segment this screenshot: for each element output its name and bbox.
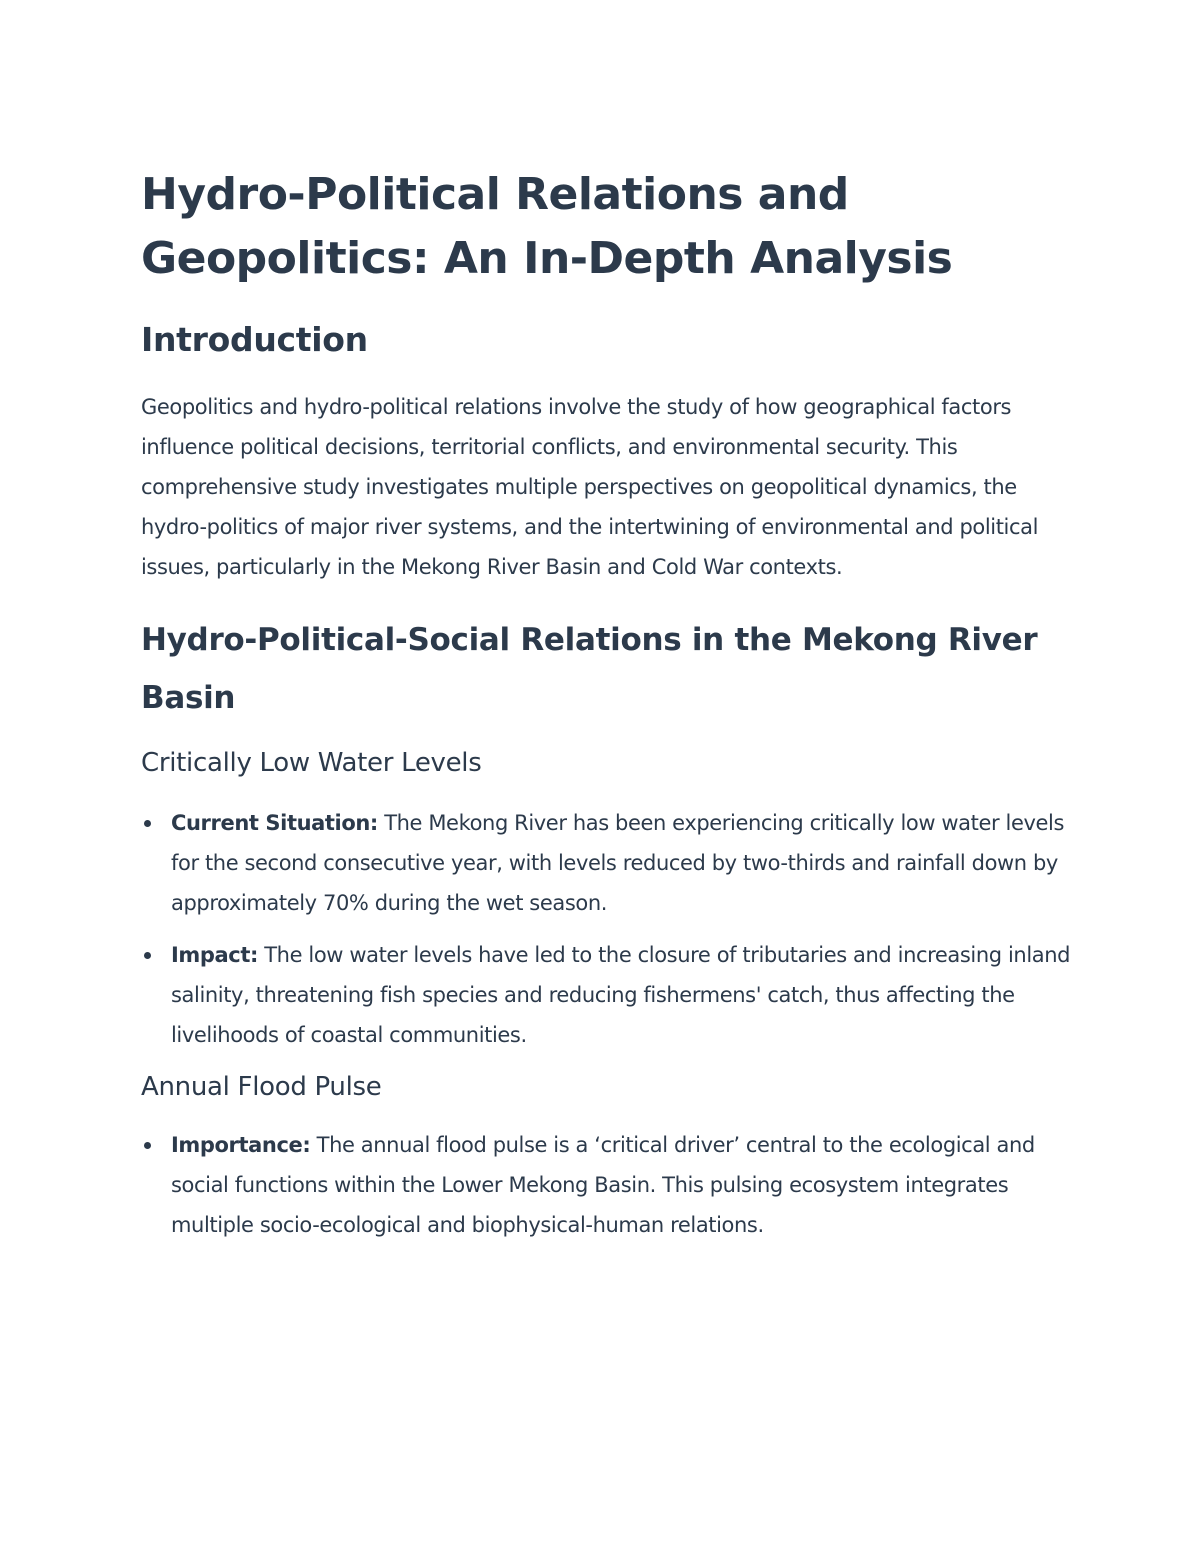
bullet-list-flood-pulse [141, 1125, 1076, 1245]
list-item-text: The Mekong River has been experiencing critically low water levels for the second consecutive year, with levels reduced by two-thirds and rainfall down by approximately 70% during the wet season. [171, 811, 1064, 915]
list-item-label: Impact: [171, 943, 258, 967]
document-title: Hydro-Political Relations and Geopolitics: An In-Depth Analysis [141, 169, 953, 284]
subsection-heading-flood-pulse: Annual Flood Pulse [141, 1072, 382, 1102]
bullet-icon [144, 1142, 151, 1149]
list-item [141, 803, 1076, 923]
document-page [141, 163, 1076, 1257]
list-item-text: The annual flood pulse is a ‘critical driver’ central to the ecological and social functions within the Lower Mekong Basin. This pulsing ecosystem integrates multiple socio-ecological and biophysical-human relations. [171, 1133, 1035, 1237]
list-item-label: Importance: [171, 1133, 311, 1157]
bullet-icon [144, 952, 151, 959]
introduction-heading: Introduction [141, 320, 368, 359]
list-item [141, 935, 1076, 1055]
subsection-heading-low-water: Critically Low Water Levels [141, 748, 482, 778]
bullet-list-low-water [141, 803, 1076, 1055]
introduction-paragraph: Geopolitics and hydro-political relations involve the study of how geographical factors influence political decisions, territorial conflicts, and environmental security. This comprehensive study investigates multiple perspectives on geopolitical dynamics, the hydro-politics of major river systems, and the intertwining of environmental and political issues, particularly in the Mekong River Basin and Cold War contexts. [141, 395, 1039, 579]
list-item [141, 1125, 1076, 1245]
bullet-icon [144, 820, 151, 827]
list-item-text: The low water levels have led to the closure of tributaries and increasing inland salinity, threatening fish species and reducing fishermens' catch, thus affecting the livelihoods of coastal communities. [171, 943, 1071, 1047]
section-heading-mekong: Hydro-Political-Social Relations in the Mekong River Basin [141, 622, 1038, 716]
list-item-label: Current Situation: [171, 811, 378, 835]
